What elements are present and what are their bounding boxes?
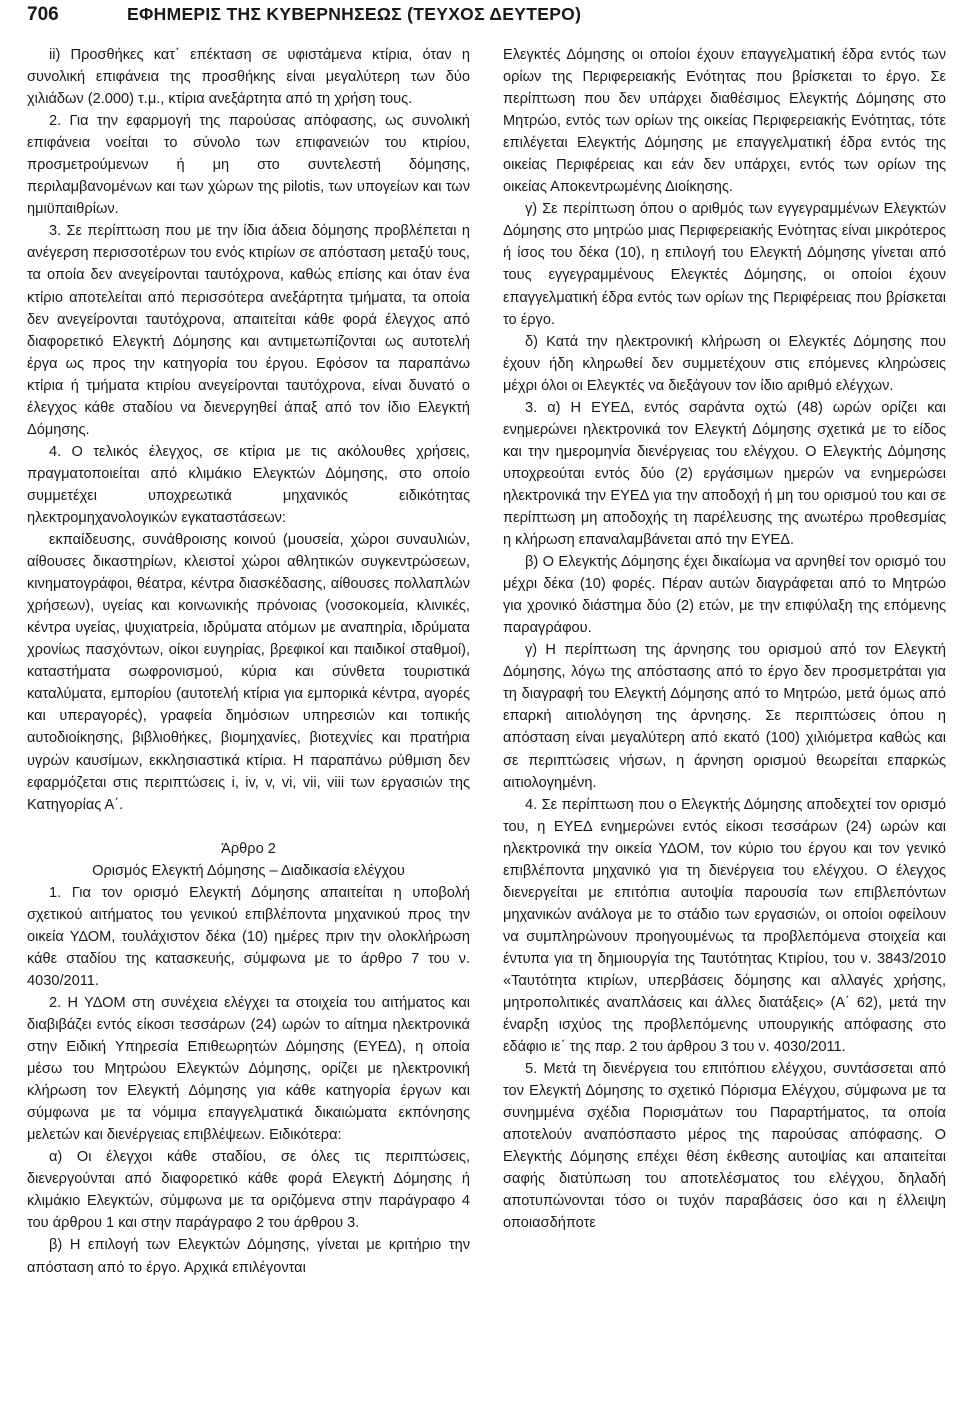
right-column	[503, 44, 946, 1279]
paragraph: 2. Η ΥΔΟΜ στη συνέχεια ελέγχει τα στοιχεία του αιτήματος και διαβιβάζει εντός είκοσι τεσσάρων (24) ωρών το αίτημα ηλεκτρονικά στην Ειδική Υπηρεσία Επιθεωρητών Δόμησης (ΕΥΕΔ), η οποία μέσω του Μητρώου Ελεγκτών Δόμησης, ορίζει με ηλεκτρονική κλήρωση τον Ελεγκτή Δόμησης για κάθε κατηγορία έργων και σύμφωνα με τα νόμιμα επαγγελματικά δικαιώματα εκπόνησης μελετών και διενέργειας επιβλέψεων. Ειδικότερα:	[27, 994, 470, 1144]
paragraph: γ) Σε περίπτωση όπου ο αριθμός των εγγεγραμμένων Ελεγκτών Δόμησης στο μητρώο μιας Περιφερειακής Ενότητας είναι μικρότερος ή ίσος του δέκα (10), η επιλογή του Ελεγκτή Δόμησης γίνεται από τους εγγεγραμμένους Ελεγκτές Δόμησης, οι οποίοι έχουν επαγγελματική έδρα εντός των ορίων της Περιφέρειας που βρίσκεται το έργο.	[503, 201, 946, 328]
running-title: ΕΦΗΜΕΡΙΣ ΤΗΣ ΚΥΒΕΡΝΗΣΕΩΣ (ΤΕΥΧΟΣ ΔΕΥΤΕΡΟ)	[127, 4, 582, 24]
text-columns	[27, 44, 946, 1279]
paragraph: δ) Κατά την ηλεκτρονική κλήρωση οι Ελεγκτές Δόμησης που έχουν ήδη κληρωθεί δεν συμμετέχουν στις επόμενες κληρώσεις μέχρι όλοι οι Ελεγκτές να διεξάγουν τον ίδιο αριθμό ελέγχων.	[503, 333, 946, 394]
paragraph: β) Ο Ελεγκτής Δόμησης έχει δικαίωμα να αρνηθεί τον ορισμό του μέχρι δέκα (10) φορές. Πέραν αυτών διαγράφεται από το Μητρώο για χρονικό διάστημα δύο (2) ετών, με την επιφύλαξη της επόμενης παραγράφου.	[503, 554, 946, 637]
paragraph: 3. Σε περίπτωση που με την ίδια άδεια δόμησης προβλέπεται η ανέγερση περισσοτέρων του ενός κτιρίων σε απόσταση μεταξύ τους, τα οποία δεν ανεγείρονται ταυτόχρονα, καθώς επίσης και όταν ένα κτίριο αποτελείται από περισσότερα ανεξάρτητα τμήματα, τα οποία δεν ανεγείρονται ταυτόχρονα, απαιτείται κάθε φορά έλεγχος από διαφορετικό Ελεγκτή Δόμησης και αντιμετωπίζονται ως αυτοτελή έργα ως προς την κατηγορία του έργου. Εφόσον τα παραπάνω κτίρια ή τμήματα κτιρίου ανεγείρονται ταυτόχρονα, είναι δυνατό ο έλεγχος κάθε σταδίου να διενεργηθεί άπαξ από τον ίδιο Ελεγκτή Δόμησης.	[27, 223, 470, 438]
article-title: Ορισμός Ελεγκτή Δόμησης – Διαδικασία ελέγχου	[92, 862, 405, 879]
paragraph: 4. Σε περίπτωση που ο Ελεγκτής Δόμησης αποδεχτεί τον ορισμό του, η ΕΥΕΔ ενημερώνει εντός είκοσι τεσσάρων (24) ωρών και ηλεκτρονικά την οικεία ΥΔΟΜ, τον κύριο του έργου και τον γενικό επιβλέποντα μηχανικό για τη διενέργεια του ελέγχου. Ο έλεγχος διενεργείται με επιτόπια αυτοψία παρουσία των επιβλεπόντων μηχανικών ανάλογα με το στάδιο των εργασιών, οι οποίοι οφείλουν να συμπληρώνουν προηγουμένως τα προβλεπόμενα στοιχεία και έντυπα για τη δημιουργία της Ταυτότητας Κτιρίου, του ν. 3843/2010 «Ταυτότητα κτιρίων, υπερβάσεις δόμησης και αλλαγές χρήσης, μητροπολιτικές αναπλάσεις και άλλες διατάξεις» (Α΄ 62), μετά την έναρξη ισχύος της προβλεπόμενης υπουργικής απόφασης στο εδάφιο ιε΄ της παρ. 2 του άρθρου 3 του ν. 4030/2011.	[503, 796, 946, 1056]
paragraph: εκπαίδευσης, συνάθροισης κοινού (μουσεία, χώροι συναυλιών, αίθουσες δικαστηρίων, κλειστοί χώροι αθλητικών συγκεντρώσεων, κινηματογράφοι, θέατρα, κέντρα διασκέδασης, αίθουσες πολλαπλών χρήσεων), υγείας και κοινωνικής πρόνοιας (νοσοκομεία, κλινικές, κέντρα υγείας, ψυχιατρεία, ιδρύματα ατόμων με αναπηρία, ιδρύματα χρονίως πασχόντων, οίκοι ευγηρίας, βρεφικοί και παιδικοί σταθμοί), καταστήματα σωφρονισμού, κύρια και σύνθετα τουριστικά καταλύματα, εμπορίου (αυτοτελή κτίρια για εμπορικά κέντρα, αγορές και υπεραγορές), γραφεία δημόσιων υπηρεσιών και τοπικής αυτοδιοίκησης, βιβλιοθήκες, βιομηχανίες, βιοτεχνίες και πρατήρια υγρών καυσίμων, εκκλησιαστικά κτίρια. Η παραπάνω ρύθμιση δεν εφαρμόζεται στις περιπτώσεις i, iv, v, vi, vii, viii των εργασιών της Κατηγορίας Α΄.	[27, 532, 470, 813]
paragraph: 1. Για τον ορισμό Ελεγκτή Δόμησης απαιτείται η υποβολή σχετικού αιτήματος του γενικού επιβλέποντα μηχανικού προς την οικεία ΥΔΟΜ, τουλάχιστον δέκα (10) ημέρες πριν την ολοκλήρωση κάθε σταδίου της κατασκευής, σύμφωνα με το άρθρο 7 του ν. 4030/2011.	[27, 884, 470, 989]
paragraph: γ) Η περίπτωση της άρνησης του ορισμού από τον Ελεγκτή Δόμησης, λόγω της απόστασης από το έργο δεν προσμετράται για τη διαγραφή του Ελεγκτή Δόμησης από το Μητρώο, μετά όμως από επαρκή αιτιολόγηση της άρνησης. Σε περιπτώσεις όπου η απόσταση είναι μεγαλύτερη από εκατό (100) χιλιόμετρα καθώς και σε περιπτώσεις νήσων, η άρνηση ορισμού θεωρείται επαρκώς αιτιολογημένη.	[503, 642, 946, 791]
paragraph: 3. α) Η ΕΥΕΔ, εντός σαράντα οχτώ (48) ωρών ορίζει και ενημερώνει ηλεκτρονικά τον Ελεγκτή Δόμησης σχετικά με το είδος και την ημερομηνία διενέργειας του ελέγχου. Ο Ελεγκτής Δόμησης υποχρεούται εντός δύο (2) εργάσιμων ημερών να ενημερώσει ηλεκτρονικά την ΕΥΕΔ για την αποδοχή ή μη του ορισμού του και σε περίπτωση μη αποδοχής τη παρέλευσης της ανωτέρω προθεσμίας η κλήρωση επαναλαμβάνεται από την ΕΥΕΔ.	[503, 399, 946, 549]
page-number: 706	[27, 4, 59, 25]
paragraph: 2. Για την εφαρμογή της παρούσας απόφασης, ως συνολική επιφάνεια νοείται το σύνολο των επιφανειών του κτιρίου, προσμετρούμενων ή μη στο συντελεστή δόμησης, περιλαμβανομένων και των χώρων της pilotis, των υπογείων και των ημιϋπαιθρίων.	[27, 113, 470, 218]
page-header	[27, 0, 946, 38]
left-column	[27, 44, 470, 1279]
paragraph: 5. Μετά τη διενέργεια του επιτόπιου ελέγχου, συντάσσεται από τον Ελεγκτή Δόμησης το σχετικό Πόρισμα Ελέγχου, σύμφωνα με τα συνημμένα σχέδια Πορισμάτων του Παραρτήματος, τα οποία αποτελούν αναπόσπαστο μέρος της παρούσας απόφασης. Ο Ελεγκτής Δόμησης επέχει θέση έκθεσης αυτοψίας και απαιτείται σαφής διατύπωση του αποτελέσματος του ελέγχου, δηλαδή αποτυπώνονται τόσο οι τυχόν παραβάσεις όσο και η έλλειψη οποιασδήποτε	[503, 1061, 946, 1232]
paragraph: ii) Προσθήκες κατ΄ επέκταση σε υφιστάμενα κτίρια, όταν η συνολική επιφάνεια της προσθήκης είναι μεγαλύτερη των δύο χιλιάδων (2.000) τ.μ., κτίρια ανεξάρτητα από τη χρήση τους.	[27, 47, 470, 108]
paragraph: Ελεγκτές Δόμησης οι οποίοι έχουν επαγγελματική έδρα εντός των ορίων της Περιφερειακής Ενότητας που βρίσκεται το έργο. Σε περίπτωση που δεν υπάρχει διαθέσιμος Ελεγκτής Δόμησης στο Μητρώο, εντός των ορίων της οικείας Περιφερειακής Ενότητας, τότε επιλέγεται Ελεγκτής Δόμησης με επαγγελματική έδρα εντός της οικείας Περιφέρειας και εάν δεν υπάρχει, εντός των ορίων της οικείας Αποκεντρωμένης Διοίκησης.	[503, 47, 946, 196]
article-number: Άρθρο 2	[221, 840, 276, 857]
paragraph: β) Η επιλογή των Ελεγκτών Δόμησης, γίνεται με κριτήριο την απόσταση από το έργο. Αρχικά επιλέγονται	[27, 1237, 470, 1276]
paragraph: 4. Ο τελικός έλεγχος, σε κτίρια με τις ακόλουθες χρήσεις, πραγματοποιείται από κλιμάκιο Ελεγκτών Δόμησης, στο οποίο συμμετέχει υποχρεωτικά μηχανικός ειδικότητας ηλεκτρομηχανολογικών εγκαταστάσεων:	[27, 443, 470, 526]
paragraph: α) Οι έλεγχοι κάθε σταδίου, σε όλες τις περιπτώσεις, διενεργούνται από διαφορετικό κάθε φορά Ελεγκτή Δόμησης ή κλιμάκιο Ελεγκτών, σύμφωνα με τα οριζόμενα στην παράγραφο 4 του άρθρου 1 και στην παράγραφο 2 του άρθρου 3.	[27, 1149, 470, 1232]
